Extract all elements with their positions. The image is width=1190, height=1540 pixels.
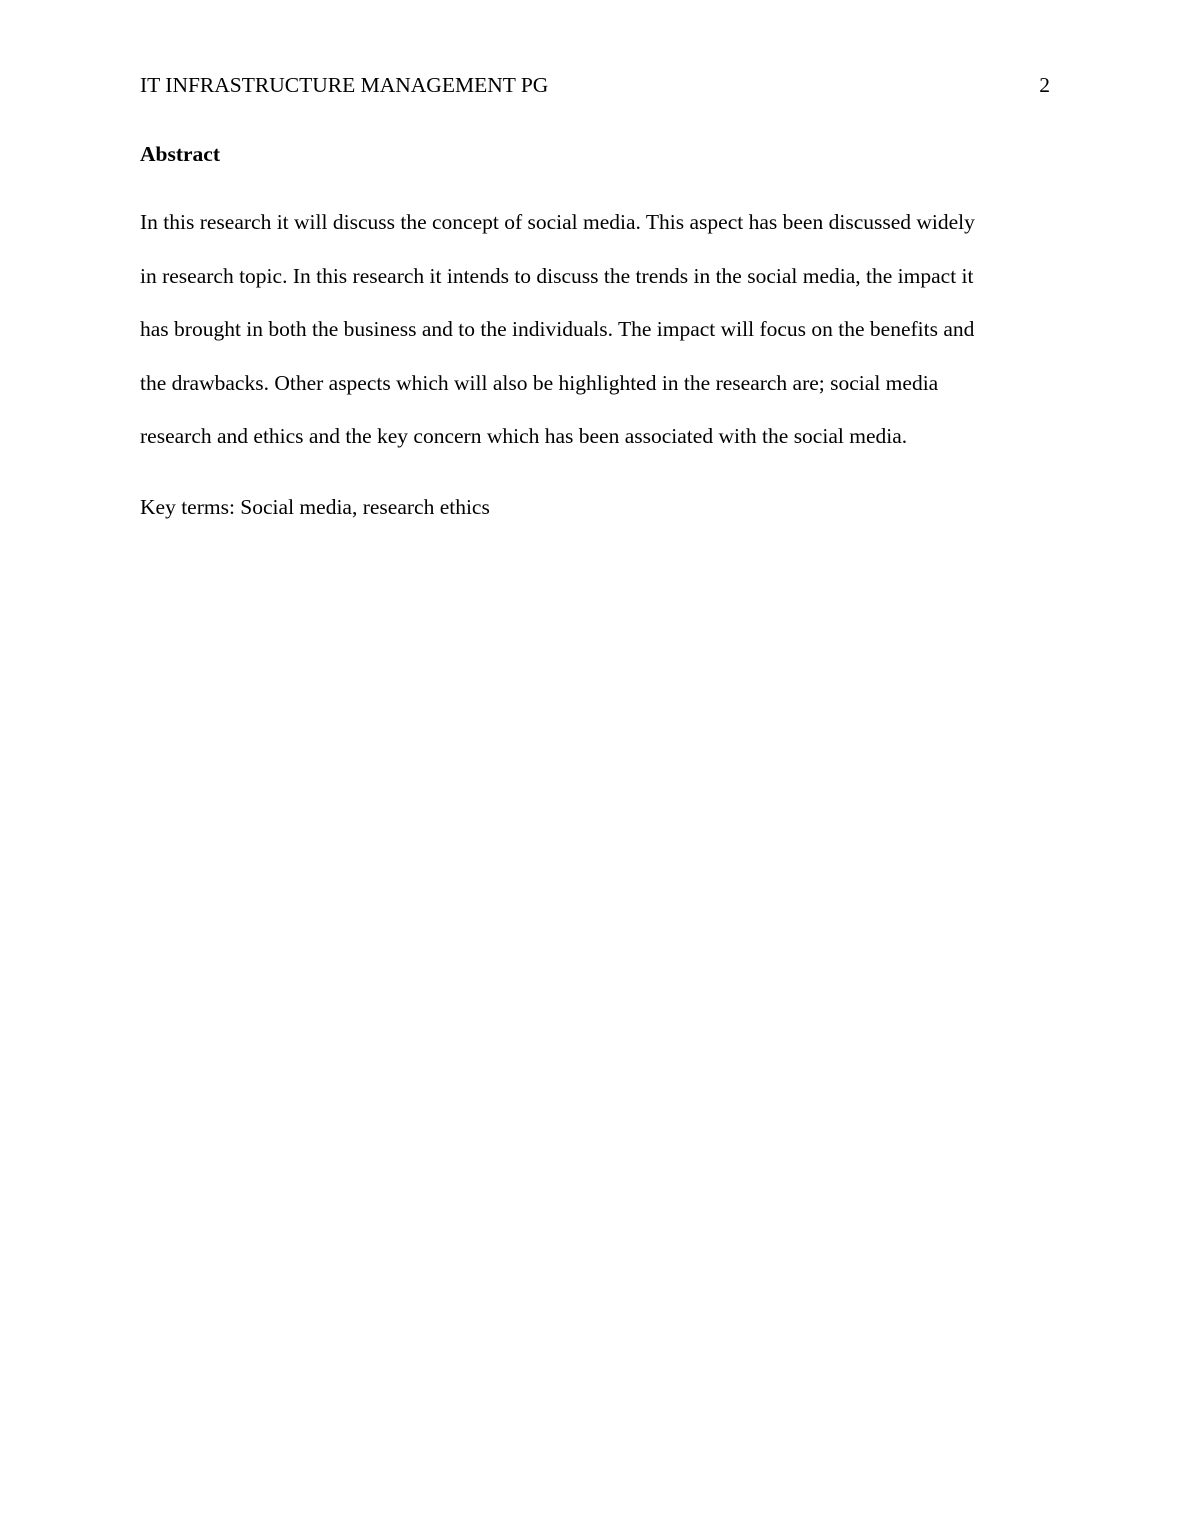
abstract-line: has brought in both the business and to the individuals. The impact will focus on the benefits and (140, 317, 975, 342)
abstract-line: research and ethics and the key concern which has been associated with the social media. (140, 424, 908, 449)
abstract-line: in research topic. In this research it intends to discuss the trends in the social media, the impact it (140, 263, 974, 288)
running-head (140, 70, 1050, 100)
key-terms: Key terms: Social media, research ethics (140, 495, 490, 519)
abstract-line: In this research it will discuss the concept of social media. This aspect has been discussed widely (140, 210, 975, 234)
running-head-title: IT INFRASTRUCTURE MANAGEMENT PG (140, 73, 549, 97)
abstract-line: the drawbacks. Other aspects which will also be highlighted in the research are; social media (140, 370, 939, 395)
page-number: 2 (1039, 73, 1050, 97)
abstract-heading: Abstract (140, 142, 221, 166)
abstract-paragraph (140, 196, 1060, 464)
